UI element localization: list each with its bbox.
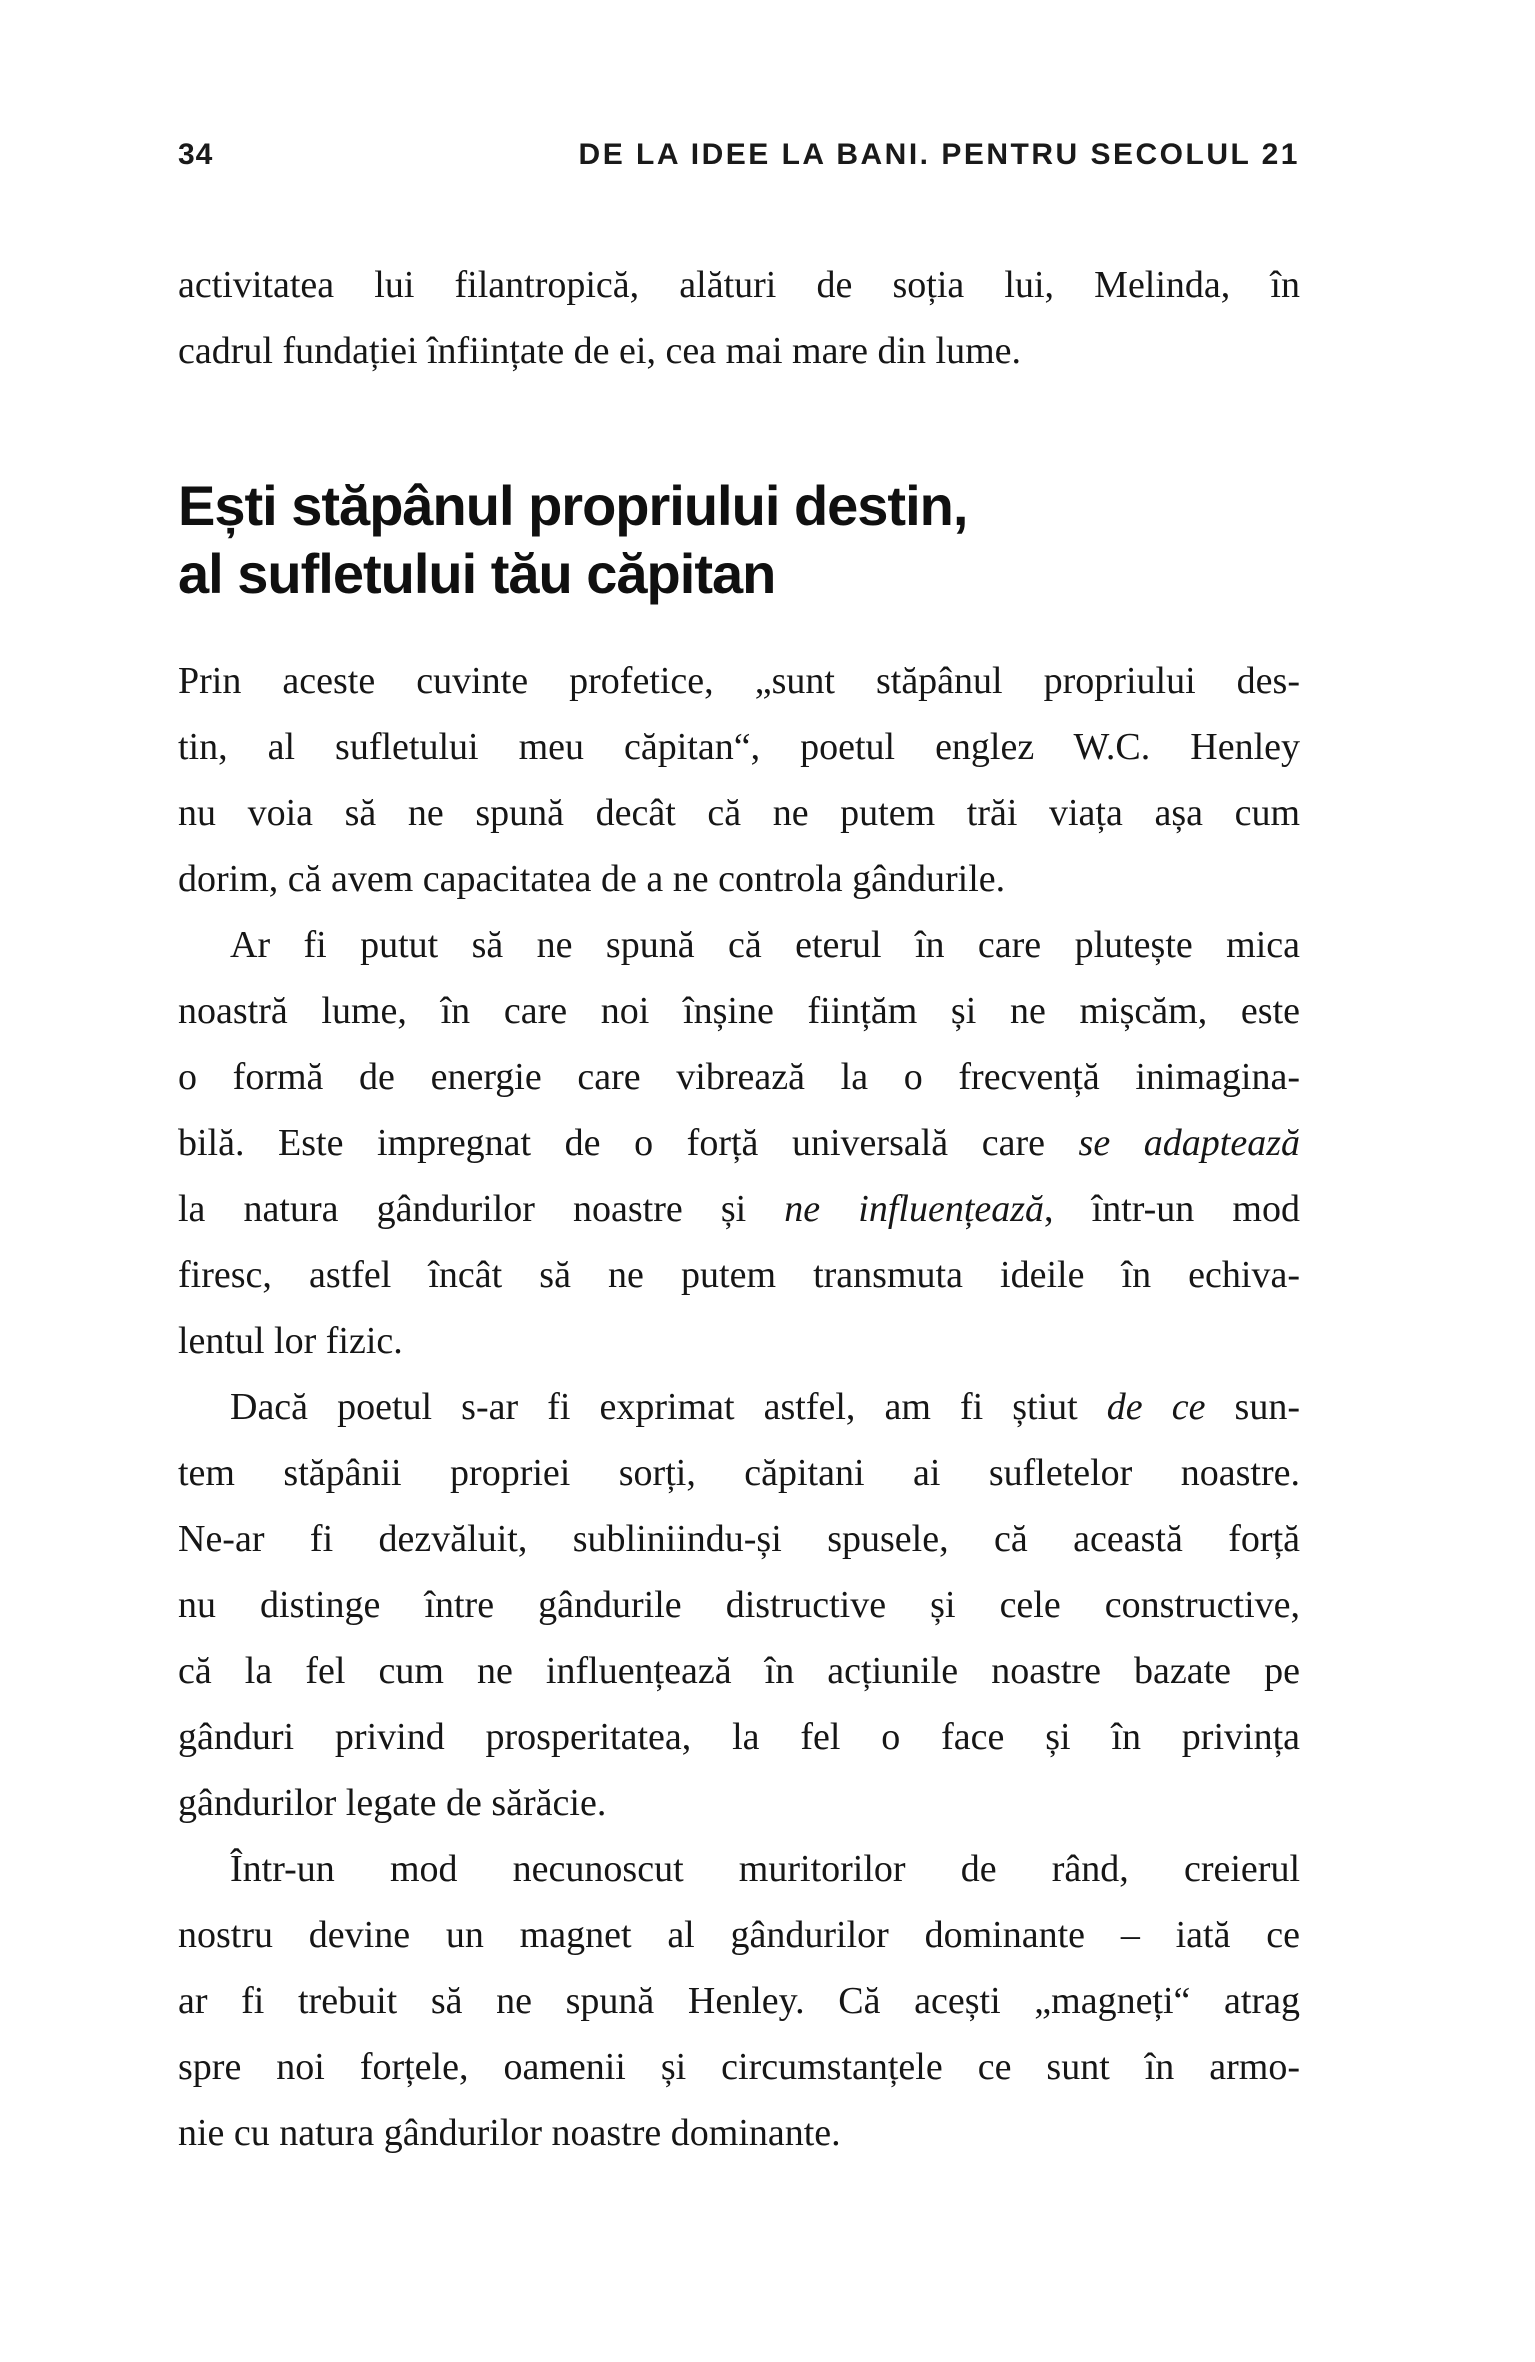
page-number: 34 [178,138,214,171]
body-line: nu voia să ne spună decât că ne putem trăi viața așa cum [178,792,1300,834]
body-line: Ar fi putut să ne spună că eterul în care plutește mica [230,924,1300,966]
section-heading-line: Ești stăpânul propriului destin, [178,474,968,537]
body-line: Prin aceste cuvinte profetice, „sunt stăpânul propriului des- [178,660,1300,702]
body-line: o formă de energie care vibrează la o frecvență inimagina- [178,1056,1300,1098]
body-line: tem stăpânii propriei sorți, căpitani ai sufletelor noastre. [178,1452,1300,1494]
body-line: lentul lor fizic. [178,1320,403,1362]
body-line: noastră lume, în care noi înșine ființăm și ne mișcăm, este [178,990,1300,1032]
body-line: Într-un mod necunoscut muritorilor de rând, creierul [230,1848,1300,1890]
body-line: firesc, astfel încât să ne putem transmuta ideile în echiva- [178,1254,1300,1296]
body-line: gândurilor legate de sărăcie. [178,1782,607,1824]
section-heading-line: al sufletului tău căpitan [178,542,776,605]
body-line: Dacă poetul s-ar fi exprimat astfel, am fi știut de ce sun- [230,1386,1300,1428]
section-heading [178,472,1300,608]
body-line: tin, al sufletului meu căpitan“, poetul englez W.C. Henley [178,726,1300,768]
body-line: nostru devine un magnet al gândurilor dominante – iată ce [178,1914,1300,1956]
body-line: activitatea lui filantropică, alături de soția lui, Melinda, în [178,264,1300,306]
body-line: spre noi forțele, oamenii și circumstanțele ce sunt în armo- [178,2046,1300,2088]
body-line: cadrul fundației înființate de ei, cea mai mare din lume. [178,330,1022,372]
body-line: la natura gândurilor noastre și ne influențează, într-un mod [178,1188,1300,1230]
body-line: nie cu natura gândurilor noastre dominante. [178,2112,841,2154]
body-line: dorim, că avem capacitatea de a ne controla gândurile. [178,858,1006,900]
running-header [178,138,1300,172]
running-title: DE LA IDEE LA BANI. PENTRU SECOLUL 21 [578,138,1300,171]
page-body [178,252,1300,2166]
body-line: nu distinge între gândurile distructive și cele constructive, [178,1584,1300,1626]
body-line: gânduri privind prosperitatea, la fel o face și în privința [178,1716,1300,1758]
body-line: Ne-ar fi dezvăluit, subliniindu-și spusele, că această forță [178,1518,1300,1560]
body-line: bilă. Este impregnat de o forță universală care se adaptează [178,1122,1300,1164]
body-line: ar fi trebuit să ne spună Henley. Că acești „magneți“ atrag [178,1980,1300,2022]
body-line: că la fel cum ne influențează în acțiunile noastre bazate pe [178,1650,1300,1692]
